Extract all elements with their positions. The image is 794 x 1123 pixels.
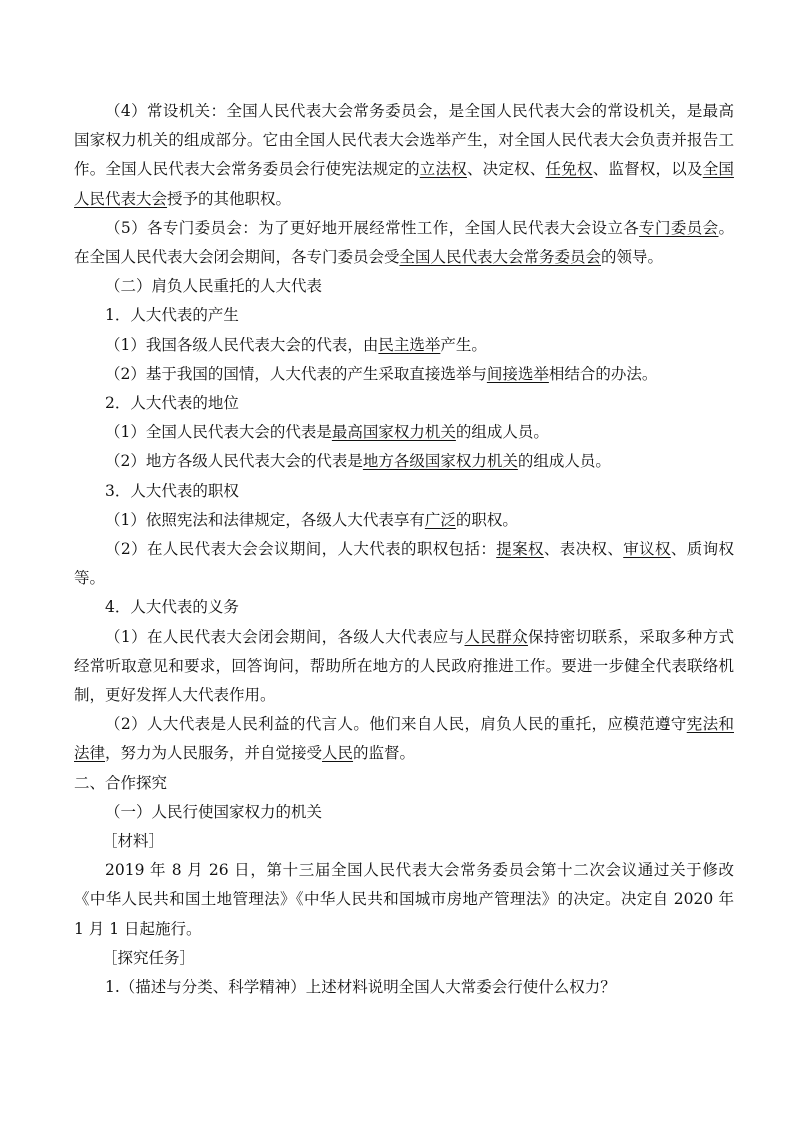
text: （2）在人民代表大会会议期间，人大代表的职权包括：	[105, 540, 497, 559]
text: （2）基于我国的国情，人大代表的产生采取直接选举与	[105, 364, 487, 383]
text: （2）人大代表是人民利益的代言人。他们来自人民，肩负人民的重托，应模范遵守	[105, 715, 687, 734]
text: （1）在人民代表大会闭会期间，各级人大代表应与	[105, 627, 465, 646]
subheading: 4．人大代表的义务	[105, 598, 239, 617]
text: （1）依照宪法和法律规定，各级人大代表享有	[105, 510, 425, 529]
text: 、质询权等。	[74, 540, 734, 588]
text: 、监督权，以及	[592, 160, 703, 179]
text: 、决定权、	[466, 160, 546, 179]
text: 的监督。	[353, 744, 416, 763]
underlined-answer: 人民	[322, 744, 354, 763]
text: （2）地方各级人民代表大会的代表是	[105, 452, 363, 471]
underlined-answer: 全国人民代表大会	[74, 160, 734, 208]
text: 保持密切联系，采取多种方式经常听取意见和要求，回答询问，帮助所在地方的人民政府推进工作。要进一步健全代表联络机制，更好发挥人大代表作用。	[74, 627, 734, 705]
document-page	[74, 97, 734, 1002]
underlined-answer: 间接选举	[486, 364, 549, 383]
material-text: 2019 年 8 月 26 日，第十三届全国人民代表大会常务委员会第十二次会议通过关于修改《中华人民共和国土地管理法》《中华人民共和国城市房地产管理法》的决定。决定自 2020 年 1 月 1 日起施行。	[74, 861, 734, 938]
text: 、表决权、	[543, 540, 624, 559]
underlined-answer: 立法权	[419, 160, 467, 179]
text: 产生。	[440, 335, 487, 354]
text: 。在全国人民代表大会闭会期间，各专门委员会受	[74, 218, 734, 267]
text: （4）常设机关：全国人民代表大会常务委员会，是全国人民代表大会的常设机关，是最高国家权力机关的组成部分。它由全国人民代表大会选举产生，对全国人民代表大会负责并报告工作。全国人民代表大会常务委员会行使宪法规定的	[74, 102, 734, 179]
underlined-answer: 提案权	[496, 540, 544, 559]
underlined-answer: 人民群众	[464, 627, 528, 646]
text: （1）我国各级人民代表大会的代表，由	[105, 335, 379, 354]
list-item	[74, 710, 734, 768]
subheading: （一）人民行使国家权力的机关	[105, 802, 323, 821]
subheading: 2．人大代表的地位	[105, 394, 239, 413]
text: （1）全国人民代表大会的代表是	[105, 423, 332, 442]
text: 授予的其他职权。	[167, 189, 292, 208]
underlined-answer: 专门委员会	[639, 218, 719, 237]
list-item	[74, 447, 734, 476]
underlined-answer: 最高国家权力机关	[331, 423, 456, 442]
underlined-answer: 民主选举	[378, 335, 441, 354]
list-item	[74, 535, 734, 593]
subheading: 1．人大代表的产生	[105, 306, 239, 325]
underlined-answer: 地方各级国家权力机关	[362, 452, 518, 471]
text: 相结合的办法。	[548, 364, 658, 383]
paragraph-standing-body	[74, 97, 734, 214]
material-label: ［材料］	[102, 832, 165, 851]
list-item	[74, 623, 734, 711]
text: 的职权。	[455, 510, 518, 529]
subheading: 3．人大代表的职权	[105, 481, 239, 500]
text: 的组成人员。	[455, 423, 549, 442]
task-question: 1.（描述与分类、科学精神）上述材料说明全国人大常委会行使什么权力？	[105, 978, 616, 997]
section-heading: 二、合作探究	[74, 773, 168, 792]
list-item	[74, 506, 734, 535]
text: 的领导。	[601, 248, 664, 267]
text: （5）各专门委员会：为了更好地开展经常性工作，全国人民代表大会设立各	[105, 218, 640, 237]
list-item	[74, 418, 734, 447]
text: 的组成人员。	[517, 452, 611, 471]
underlined-answer: 宪法和法律	[74, 715, 734, 763]
text: ，努力为人民服务，并自觉接受	[105, 744, 323, 763]
list-item	[74, 331, 734, 360]
list-item	[74, 360, 734, 389]
section-heading: （二）肩负人民重托的人大代表	[105, 277, 323, 296]
task-label: ［探究任务］	[102, 948, 196, 967]
paragraph-committees	[74, 214, 734, 272]
underlined-answer: 广泛	[424, 510, 456, 529]
underlined-answer: 任免权	[545, 160, 593, 179]
underlined-answer: 全国人民代表大会常务委员会	[399, 248, 602, 267]
underlined-answer: 审议权	[623, 540, 671, 559]
